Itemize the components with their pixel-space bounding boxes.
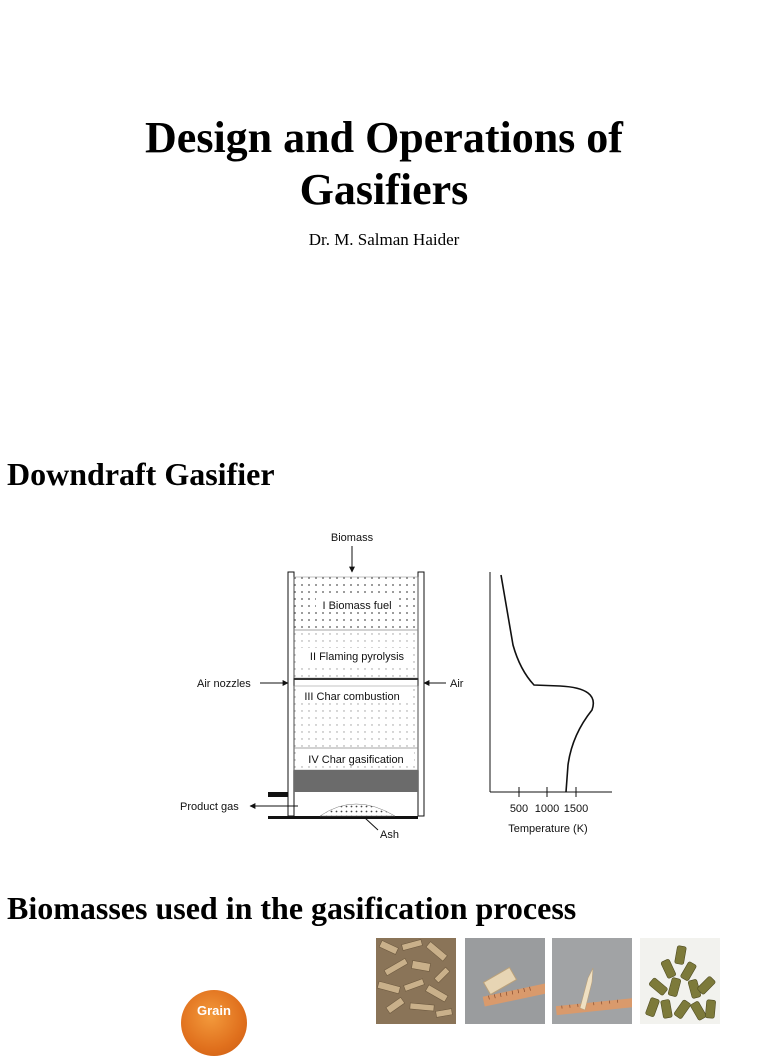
- wood-splinter-ruler-photo: [552, 938, 632, 1024]
- title-line-1: Design and Operations of: [0, 112, 768, 164]
- tick-label-500: 500: [510, 803, 528, 815]
- nozzle-divider: [294, 678, 418, 680]
- zone-label-char-combustion: III Char combustion: [304, 691, 399, 703]
- product-gas-label: Product gas: [180, 801, 239, 813]
- tick-label-1000: 1000: [535, 803, 559, 815]
- ash-label: Ash: [380, 829, 399, 841]
- ash-leader-line: [365, 818, 378, 830]
- air-label: Air: [450, 678, 464, 690]
- grain-circle-icon: [181, 990, 247, 1056]
- left-wall: [288, 572, 294, 816]
- downdraft-heading: Downdraft Gasifier: [7, 455, 275, 493]
- temperature-axis-label: Temperature (K): [508, 823, 587, 835]
- zone-label-flaming-pyrolysis: II Flaming pyrolysis: [310, 651, 405, 663]
- wood-stick-ruler-photo: [465, 938, 545, 1024]
- right-wall: [418, 572, 424, 816]
- outlet-top-lip: [268, 792, 288, 797]
- tick-label-1500: 1500: [564, 803, 588, 815]
- green-pellets-photo: [640, 938, 720, 1024]
- biomass-input-label: Biomass: [331, 532, 374, 544]
- downdraft-gasifier-diagram: [160, 520, 630, 850]
- wood-chips-photo: [376, 938, 456, 1024]
- grate: [294, 770, 418, 792]
- ash-pile: [320, 804, 395, 816]
- biomass-heading: Biomasses used in the gasification process: [7, 889, 576, 927]
- author-name: Dr. M. Salman Haider: [0, 230, 768, 250]
- grain-label: Grain: [181, 1003, 247, 1018]
- title-line-2: Gasifiers: [0, 164, 768, 216]
- outlet-floor: [268, 816, 418, 819]
- zone-label-char-gasification: IV Char gasification: [308, 754, 403, 766]
- zone-label-biomass-fuel: I Biomass fuel: [322, 600, 391, 612]
- air-nozzles-label: Air nozzles: [197, 678, 251, 690]
- temperature-profile-curve: [501, 575, 593, 792]
- presentation-title: [0, 112, 768, 216]
